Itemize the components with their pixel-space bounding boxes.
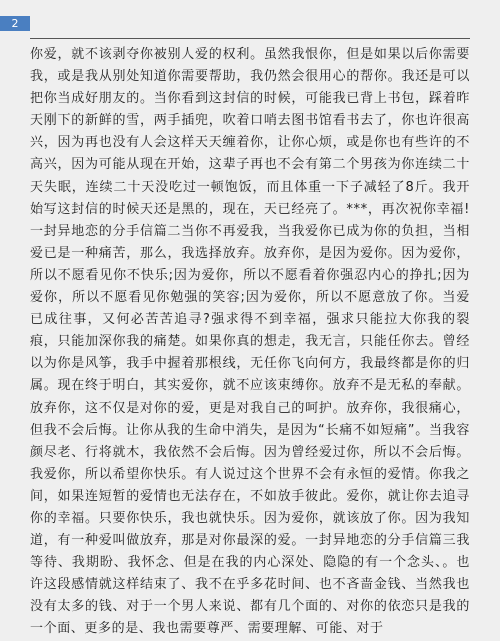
header-divider xyxy=(30,38,470,39)
page-number-badge: 2 xyxy=(0,16,30,31)
body-paragraph: 你爱，就不该剥夺你被别人爱的权利。虽然我恨你，但是如果以后你需要我，或是我从别处知道你需要帮助，我仍然会很用心的帮你。我还是可以把你当成好朋友的。当你看到这封信的时候，可能我已背上书包，踩着昨天刚下的新鲜的雪，两手插兜，吹着口哨去图书馆看书去了，你也许很高兴，因为再也没有人会这样天天缠着你，让你心烦，或是你也有些许的不高兴，因为可能从现在开始，这辈子再也不会有第二个男孩为你连续二十天失眠，连续二十天没吃过一顿饱饭，而且体重一下子减轻了8斤。我开始写这封信的时候天还是黑的，现在，天已经亮了。***，再次祝你幸福!一封异地恋的分手信篇二当你不再爱我，当我爱你已成为你的负担，当相爱已是一种痛苦，那么，我选择放弃。放弃你，是因为爱你。因为爱你，所以不愿看见你不快乐;因为爱你，所以不愿看着你强忍内心的挣扎;因为爱你，所以不愿看见你勉强的笑容;因为爱你，所以不愿意放了你。当爱已成往事，又何必苦苦追寻?强求得不到幸福，强求只能拉大你我的裂痕，只能加深你我的痛楚。如果你真的想走，我无言，只能任你去。曾经以为你是风筝，我手中握着那根线，无任你飞向何方，我最终都是你的归属。现在终于明白，其实爱你，就不应该束缚你。放弃不是无私的奉献。放弃你，这不仅是对你的爱，更是对我自己的呵护。放弃你，我很痛心，但我不会后悔。让你从我的生命中消失，是因为“长痛不如短痛”。当我容颜尽老、行将就木，我依然不会后悔。因为曾经爱过你，所以不会后悔。我爱你，所以希望你快乐。有人说过这个世界不会有永恒的爱情。你我之间，如果连短暂的爱情也无法存在，不如放手彼此。爱你，就让你去追寻你的幸福。只要你快乐，我也就快乐。因为爱你，就该放了你。因为我知道，有一种爱叫做放弃，那是对你最深的爱。一封异地恋的分手信篇三我等待、我期盼、我怀念、但是在我的内心深处、隐隐的有一个念头、。也许这段感情就这样结束了、我不在乎多花时间、也不吝啬金钱、当然我也没有太多的钱、对于一个男人来说、都有几个面的、对你的依恋只是我的一个面、更多的是、我也需要尊严、需要理解、可能、对于 xyxy=(30,47,470,637)
document-body xyxy=(30,44,470,641)
